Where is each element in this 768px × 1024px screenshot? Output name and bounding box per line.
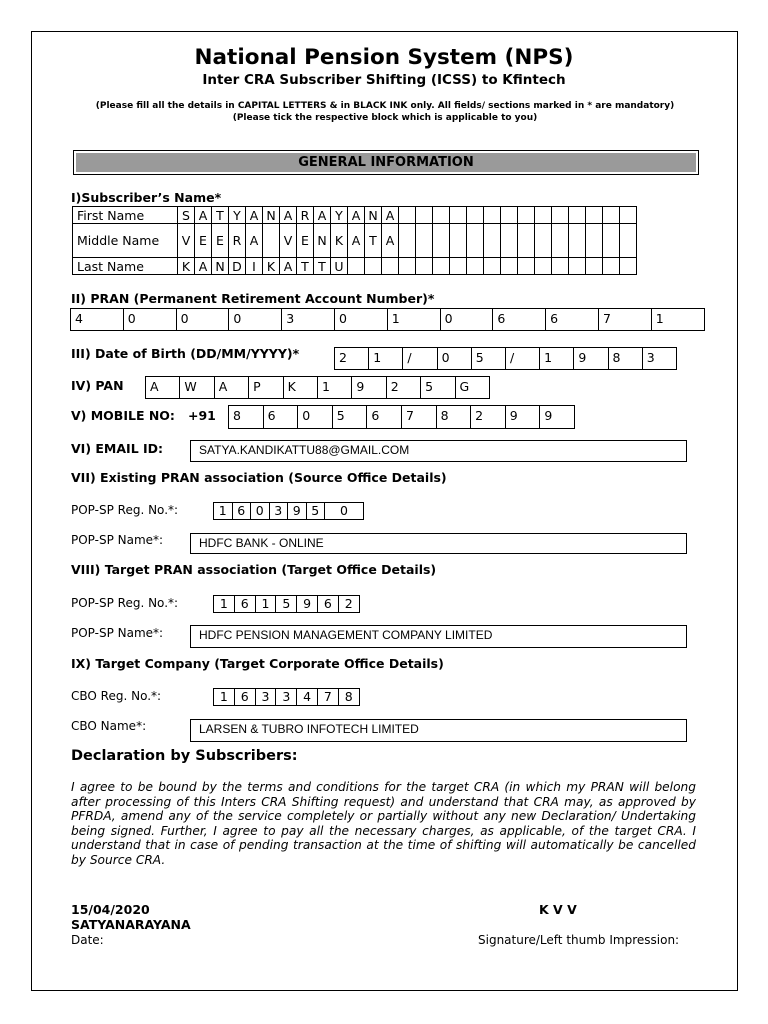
- cbo-reg-digit-box[interactable]: 4: [296, 688, 318, 706]
- source-reg-digit-box[interactable]: 5: [306, 502, 326, 520]
- source-name-field[interactable]: HDFC BANK - ONLINE: [190, 533, 687, 554]
- source-office-heading: VII) Existing PRAN association (Source Office Details): [71, 470, 447, 485]
- pan-char-box[interactable]: A: [145, 376, 180, 399]
- first-name-row: [73, 207, 637, 224]
- pan-char-box[interactable]: 9: [351, 376, 386, 399]
- first-name-cell[interactable]: [501, 207, 518, 224]
- first-name-label: First Name: [73, 207, 178, 224]
- middle-name-cell[interactable]: T: [365, 224, 382, 258]
- mobile-digit-box[interactable]: 8: [436, 405, 472, 429]
- first-name-cell[interactable]: S: [178, 207, 195, 224]
- cbo-reg-field[interactable]: [213, 688, 360, 706]
- last-name-cell[interactable]: [484, 258, 501, 275]
- target-office-heading: VIII) Target PRAN association (Target Office Details): [71, 562, 437, 577]
- middle-name-cell[interactable]: [501, 224, 518, 258]
- last-name-cell[interactable]: D: [229, 258, 246, 275]
- source-reg-digit-box[interactable]: 6: [232, 502, 252, 520]
- last-name-cell[interactable]: K: [263, 258, 280, 275]
- pan-char-box[interactable]: 5: [420, 376, 455, 399]
- dob-field[interactable]: [334, 347, 677, 370]
- last-name-cell[interactable]: [365, 258, 382, 275]
- last-name-cell[interactable]: K: [178, 258, 195, 275]
- middle-name-cell[interactable]: N: [314, 224, 331, 258]
- middle-name-cell[interactable]: [603, 224, 620, 258]
- first-name-cell[interactable]: N: [365, 207, 382, 224]
- first-name-cell[interactable]: [552, 207, 569, 224]
- first-name-cell[interactable]: [433, 207, 450, 224]
- last-name-cell[interactable]: A: [280, 258, 297, 275]
- mobile-digit-box[interactable]: 9: [505, 405, 541, 429]
- first-name-cell[interactable]: A: [195, 207, 212, 224]
- last-name-cell[interactable]: [501, 258, 518, 275]
- middle-name-cell[interactable]: [416, 224, 433, 258]
- last-name-cell[interactable]: [382, 258, 399, 275]
- middle-name-cell[interactable]: E: [195, 224, 212, 258]
- pran-digit-box[interactable]: 4: [70, 308, 124, 331]
- last-name-cell[interactable]: [586, 258, 603, 275]
- target-reg-digit-box[interactable]: 1: [213, 595, 235, 613]
- first-name-cell[interactable]: A: [246, 207, 263, 224]
- middle-name-cell[interactable]: [620, 224, 637, 258]
- last-name-cell[interactable]: T: [297, 258, 314, 275]
- signature-label: Signature/Left thumb Impression:: [478, 933, 680, 947]
- middle-name-cell[interactable]: [569, 224, 586, 258]
- pan-field[interactable]: [145, 376, 490, 399]
- declaration-text: I agree to be bound by the terms and conditions for the target CRA (in which my PRAN will belong after processing of this Inters CRA Shifting request) and understand that CRA may, as approved by PFRDA, amend any of the service completely or partially without any new Declaration/ Undertaking being signed. Further, I agree to pay all the necessary charges, as applicable, of the target CRA. I understand that in case of pending transaction at the time of shifting will automatically be cancelled by Source CRA.: [71, 780, 696, 867]
- last-name-cell[interactable]: [620, 258, 637, 275]
- first-name-cell[interactable]: [603, 207, 620, 224]
- mobile-digit-box[interactable]: 0: [297, 405, 333, 429]
- dob-char-box[interactable]: /: [402, 347, 437, 370]
- pan-char-box[interactable]: G: [455, 376, 490, 399]
- dob-char-box[interactable]: 3: [642, 347, 677, 370]
- source-name-label: POP-SP Name*:: [71, 533, 164, 547]
- dob-char-box[interactable]: 9: [573, 347, 608, 370]
- middle-name-cell[interactable]: E: [297, 224, 314, 258]
- middle-name-cell[interactable]: A: [348, 224, 365, 258]
- middle-name-cell[interactable]: E: [212, 224, 229, 258]
- cbo-reg-label: CBO Reg. No.*:: [71, 689, 162, 703]
- middle-name-cell[interactable]: [518, 224, 535, 258]
- first-name-cell[interactable]: [416, 207, 433, 224]
- first-name-cell[interactable]: A: [280, 207, 297, 224]
- last-name-cell[interactable]: T: [314, 258, 331, 275]
- middle-name-cell[interactable]: V: [178, 224, 195, 258]
- mobile-digit-box[interactable]: 6: [366, 405, 402, 429]
- first-name-cell[interactable]: [467, 207, 484, 224]
- mobile-heading: V) MOBILE NO:: [71, 408, 175, 423]
- first-name-cell[interactable]: Y: [331, 207, 348, 224]
- first-name-cell[interactable]: A: [314, 207, 331, 224]
- last-name-cell[interactable]: I: [246, 258, 263, 275]
- pran-digit-box[interactable]: 0: [334, 308, 388, 331]
- mobile-field[interactable]: [228, 405, 575, 429]
- source-reg-digit-box[interactable]: 0: [324, 502, 364, 520]
- first-name-cell[interactable]: A: [348, 207, 365, 224]
- pan-char-box[interactable]: W: [179, 376, 214, 399]
- cbo-reg-digit-box[interactable]: 6: [234, 688, 256, 706]
- middle-name-cell[interactable]: [263, 224, 280, 258]
- general-info-banner: [73, 150, 699, 175]
- last-name-cell[interactable]: [399, 258, 416, 275]
- dob-heading: III) Date of Birth (DD/MM/YYYY)*: [71, 346, 300, 361]
- dob-char-box[interactable]: 0: [437, 347, 472, 370]
- middle-name-cell[interactable]: [535, 224, 552, 258]
- first-name-cell[interactable]: [569, 207, 586, 224]
- first-name-cell[interactable]: [484, 207, 501, 224]
- target-reg-digit-box[interactable]: 9: [296, 595, 318, 613]
- mobile-digit-box[interactable]: 7: [401, 405, 437, 429]
- last-name-cell[interactable]: [433, 258, 450, 275]
- declaration-heading: Declaration by Subscribers:: [71, 748, 298, 764]
- first-name-cell[interactable]: [586, 207, 603, 224]
- first-name-cell[interactable]: [535, 207, 552, 224]
- target-reg-digit-box[interactable]: 1: [255, 595, 277, 613]
- cbo-reg-digit-box[interactable]: 3: [275, 688, 297, 706]
- middle-name-cell[interactable]: [586, 224, 603, 258]
- middle-name-cell[interactable]: [552, 224, 569, 258]
- first-name-cell[interactable]: [399, 207, 416, 224]
- target-name-field[interactable]: HDFC PENSION MANAGEMENT COMPANY LIMITED: [190, 625, 687, 648]
- pran-heading: II) PRAN (Permanent Retirement Account Number)*: [71, 291, 435, 306]
- pran-digit-box[interactable]: 6: [492, 308, 546, 331]
- middle-name-cell[interactable]: R: [229, 224, 246, 258]
- pran-digit-box[interactable]: 3: [281, 308, 335, 331]
- pran-digit-box[interactable]: 1: [651, 308, 705, 331]
- target-reg-digit-box[interactable]: 6: [234, 595, 256, 613]
- subscriber-name-grid: [72, 206, 637, 275]
- middle-name-cell[interactable]: V: [280, 224, 297, 258]
- first-name-cell[interactable]: [450, 207, 467, 224]
- pran-digit-box[interactable]: 0: [228, 308, 282, 331]
- source-reg-label: POP-SP Reg. No.*:: [71, 503, 179, 517]
- middle-name-cell[interactable]: A: [246, 224, 263, 258]
- middle-name-cell[interactable]: [467, 224, 484, 258]
- last-name-label: Last Name: [73, 258, 178, 275]
- middle-name-cell[interactable]: A: [382, 224, 399, 258]
- source-reg-digit-box[interactable]: 9: [287, 502, 307, 520]
- mobile-digit-box[interactable]: 8: [228, 405, 264, 429]
- subscriber-name-heading: I)Subscriber’s Name*: [71, 190, 222, 205]
- first-name-cell[interactable]: R: [297, 207, 314, 224]
- general-info-label: GENERAL INFORMATION: [76, 153, 696, 172]
- pran-digit-box[interactable]: 6: [545, 308, 599, 331]
- pran-digit-box[interactable]: 0: [123, 308, 177, 331]
- cbo-name-field[interactable]: LARSEN & TUBRO INFOTECH LIMITED: [190, 719, 687, 742]
- dob-char-box[interactable]: 2: [334, 347, 369, 370]
- signature-value: K V V: [539, 902, 577, 917]
- dob-char-box[interactable]: 1: [539, 347, 574, 370]
- instructions: [90, 101, 680, 124]
- pran-digit-box[interactable]: 0: [440, 308, 494, 331]
- pan-char-box[interactable]: A: [214, 376, 249, 399]
- target-reg-digit-box[interactable]: 2: [338, 595, 360, 613]
- middle-name-row: [73, 224, 637, 258]
- pran-field[interactable]: [70, 308, 705, 331]
- mobile-prefix: +91: [188, 408, 216, 423]
- pran-digit-box[interactable]: 0: [176, 308, 230, 331]
- first-name-cell[interactable]: Y: [229, 207, 246, 224]
- pan-char-box[interactable]: K: [283, 376, 318, 399]
- subscriber-name-value: SATYANARAYANA: [71, 917, 191, 932]
- date-label: Date:: [71, 933, 104, 947]
- last-name-row: [73, 258, 637, 275]
- last-name-cell[interactable]: U: [331, 258, 348, 275]
- first-name-cell[interactable]: N: [263, 207, 280, 224]
- last-name-cell[interactable]: [535, 258, 552, 275]
- email-heading: VI) EMAIL ID:: [71, 441, 164, 456]
- middle-name-cell[interactable]: [484, 224, 501, 258]
- target-reg-digit-box[interactable]: 6: [317, 595, 339, 613]
- pran-digit-box[interactable]: 1: [387, 308, 441, 331]
- last-name-cell[interactable]: [569, 258, 586, 275]
- last-name-cell[interactable]: A: [195, 258, 212, 275]
- target-reg-field[interactable]: [213, 595, 360, 613]
- first-name-cell[interactable]: [620, 207, 637, 224]
- last-name-cell[interactable]: N: [212, 258, 229, 275]
- instruction-line-1: (Please fill all the details in CAPITAL LETTERS & in BLACK INK only. All fields/ sections marked in * are mandatory): [95, 101, 675, 111]
- first-name-cell[interactable]: A: [382, 207, 399, 224]
- source-reg-digit-box[interactable]: 3: [269, 502, 289, 520]
- middle-name-label: Middle Name: [73, 224, 178, 258]
- last-name-cell[interactable]: [603, 258, 620, 275]
- target-reg-digit-box[interactable]: 5: [275, 595, 297, 613]
- page-subtitle: Inter CRA Subscriber Shifting (ICSS) to Kfintech: [202, 72, 566, 88]
- email-field[interactable]: SATYA.KANDIKATTU88@GMAIL.COM: [190, 440, 687, 462]
- cbo-reg-digit-box[interactable]: 8: [338, 688, 360, 706]
- cbo-reg-digit-box[interactable]: 7: [317, 688, 339, 706]
- target-reg-label: POP-SP Reg. No.*:: [71, 596, 179, 610]
- first-name-cell[interactable]: T: [212, 207, 229, 224]
- mobile-digit-box[interactable]: 6: [263, 405, 299, 429]
- dob-char-box[interactable]: 5: [471, 347, 506, 370]
- last-name-cell[interactable]: [450, 258, 467, 275]
- pan-heading: IV) PAN: [71, 378, 124, 393]
- last-name-cell[interactable]: [348, 258, 365, 275]
- cbo-reg-digit-box[interactable]: 3: [255, 688, 277, 706]
- last-name-cell[interactable]: [416, 258, 433, 275]
- target-company-heading: IX) Target Company (Target Corporate Office Details): [71, 656, 444, 671]
- source-reg-field[interactable]: [213, 502, 364, 520]
- middle-name-cell[interactable]: K: [331, 224, 348, 258]
- dob-char-box[interactable]: 8: [608, 347, 643, 370]
- pran-digit-box[interactable]: 7: [598, 308, 652, 331]
- dob-char-box[interactable]: /: [505, 347, 540, 370]
- middle-name-cell[interactable]: [450, 224, 467, 258]
- mobile-digit-box[interactable]: 9: [539, 405, 575, 429]
- source-reg-digit-box[interactable]: 1: [213, 502, 233, 520]
- source-reg-digit-box[interactable]: 0: [250, 502, 270, 520]
- page-title: National Pension System (NPS): [194, 45, 574, 70]
- instruction-line-2: (Please tick the respective block which is applicable to you): [232, 112, 538, 123]
- last-name-cell[interactable]: [467, 258, 484, 275]
- last-name-cell[interactable]: [552, 258, 569, 275]
- mobile-digit-box[interactable]: 5: [332, 405, 368, 429]
- cbo-name-label: CBO Name*:: [71, 719, 147, 733]
- middle-name-cell[interactable]: [433, 224, 450, 258]
- first-name-cell[interactable]: [518, 207, 535, 224]
- cbo-reg-digit-box[interactable]: 1: [213, 688, 235, 706]
- pan-char-box[interactable]: 1: [317, 376, 352, 399]
- mobile-digit-box[interactable]: 2: [470, 405, 506, 429]
- pan-char-box[interactable]: 2: [386, 376, 421, 399]
- dob-char-box[interactable]: 1: [368, 347, 403, 370]
- target-name-label: POP-SP Name*:: [71, 626, 164, 640]
- pan-char-box[interactable]: P: [248, 376, 283, 399]
- last-name-cell[interactable]: [518, 258, 535, 275]
- date-value: 15/04/2020: [71, 902, 150, 917]
- middle-name-cell[interactable]: [399, 224, 416, 258]
